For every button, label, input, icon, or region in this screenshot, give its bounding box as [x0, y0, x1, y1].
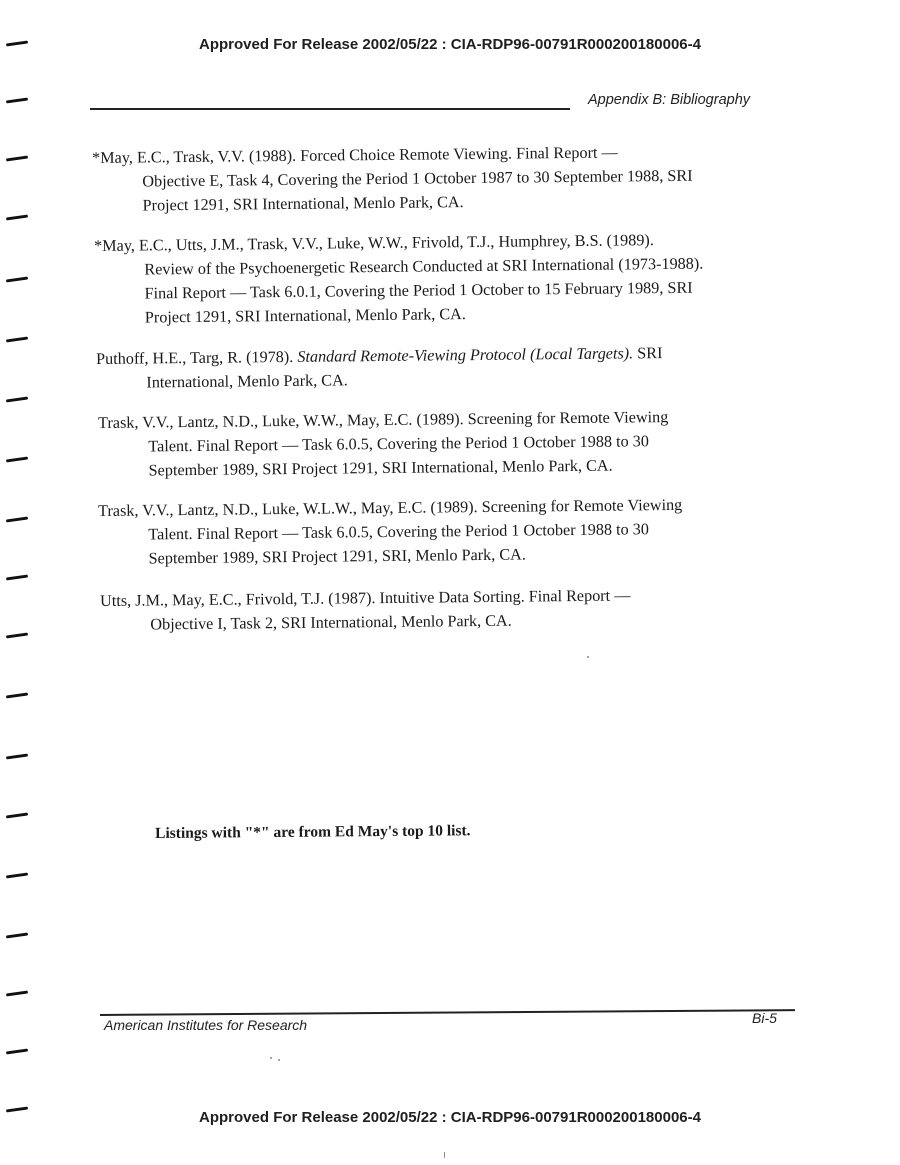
entry-continuation: Talent. Final Report — Task 6.0.5, Covering the Period 1 October 1988 to 30	[148, 520, 649, 544]
entry-continuation: Talent. Final Report — Task 6.0.5, Covering the Period 1 October 1988 to 30	[148, 432, 649, 456]
entry-continuation: Objective E, Task 4, Covering the Period 1 October 1987 to 30 September 1988, SRI	[142, 166, 693, 191]
footnote-asterisk-legend: Listings with "*" are from Ed May's top 10 list.	[155, 822, 471, 842]
entry-continuation: September 1989, SRI Project 1291, SRI International, Menlo Park, CA.	[148, 456, 613, 480]
entry-first-line: Trask, V.V., Lantz, N.D., Luke, W.L.W., May, E.C. (1989). Screening for Remote Viewing	[98, 495, 683, 520]
entry-continuation: Objective I, Task 2, SRI International, Menlo Park, CA.	[150, 611, 512, 634]
scan-tick-mark	[6, 97, 28, 103]
scan-tick-mark	[6, 990, 28, 996]
scan-tick-mark	[6, 753, 28, 759]
page-number: Bi-5	[752, 1010, 777, 1026]
scan-speck	[444, 1152, 445, 1158]
scan-speck	[587, 656, 589, 658]
bibliography-entry	[92, 139, 783, 218]
entry-first-line: Trask, V.V., Lantz, N.D., Luke, W.W., May, E.C. (1989). Screening for Remote Viewing	[98, 408, 669, 432]
entry-continuation: Project 1291, SRI International, Menlo Park, CA.	[144, 305, 466, 327]
scan-tick-mark	[6, 214, 28, 220]
entry-first-tail: SRI	[637, 344, 663, 363]
entry-continuation: Final Report — Task 6.0.1, Covering the Period 1 October to 15 February 1989, SRI	[144, 278, 693, 303]
scan-tick-mark	[6, 396, 28, 402]
scan-speck	[278, 1059, 280, 1061]
scan-tick-mark	[6, 1048, 28, 1054]
entry-continuation: September 1989, SRI Project 1291, SRI, Menlo Park, CA.	[148, 545, 526, 568]
scan-tick-mark	[6, 574, 28, 580]
bibliography-entry	[98, 404, 789, 483]
entry-continuation: Review of the Psychoenergetic Research Conducted at SRI International (1973-1988).	[144, 254, 704, 279]
entry-continuation: International, Menlo Park, CA.	[146, 371, 348, 392]
footer-rule	[100, 1009, 795, 1015]
scan-tick-mark	[6, 932, 28, 938]
scan-tick-mark	[6, 692, 28, 698]
entry-continuation: Project 1291, SRI International, Menlo Park, CA.	[142, 193, 464, 215]
header-rule	[90, 108, 570, 110]
bibliography-entry	[94, 227, 785, 330]
release-stamp-top: Approved For Release 2002/05/22 : CIA-RDP96-00791R000200180006-4	[199, 36, 701, 53]
scan-tick-mark	[6, 872, 28, 878]
scan-tick-mark	[6, 336, 28, 342]
entry-first-line: *May, E.C., Utts, J.M., Trask, V.V., Luke, W.W., Frivold, T.J., Humphrey, B.S. (1989).	[94, 231, 654, 255]
entry-first-line: *May, E.C., Trask, V.V. (1988). Forced Choice Remote Viewing. Final Report —	[92, 143, 618, 167]
scan-speck	[270, 1057, 272, 1059]
scan-tick-mark	[6, 155, 28, 161]
scan-tick-mark	[6, 516, 28, 522]
release-stamp-bottom: Approved For Release 2002/05/22 : CIA-RDP96-00791R000200180006-4	[199, 1109, 701, 1126]
bibliography-entry	[96, 340, 786, 395]
scan-tick-mark	[6, 632, 28, 638]
bibliography-entry	[98, 492, 789, 571]
scan-tick-mark	[6, 276, 28, 282]
scan-tick-mark	[6, 812, 28, 818]
entry-authors: Puthoff, H.E., Targ, R. (1978).	[96, 347, 294, 368]
entry-first-line: Utts, J.M., May, E.C., Frivold, T.J. (1987). Intuitive Data Sorting. Final Report —	[100, 586, 631, 610]
scan-tick-mark	[6, 456, 28, 462]
section-title: Appendix B: Bibliography	[588, 92, 751, 108]
footer-org-name: American Institutes for Research	[104, 1017, 308, 1033]
bibliography-entry	[100, 582, 790, 637]
entry-title-italic: Standard Remote-Viewing Protocol (Local Targets).	[297, 344, 634, 366]
